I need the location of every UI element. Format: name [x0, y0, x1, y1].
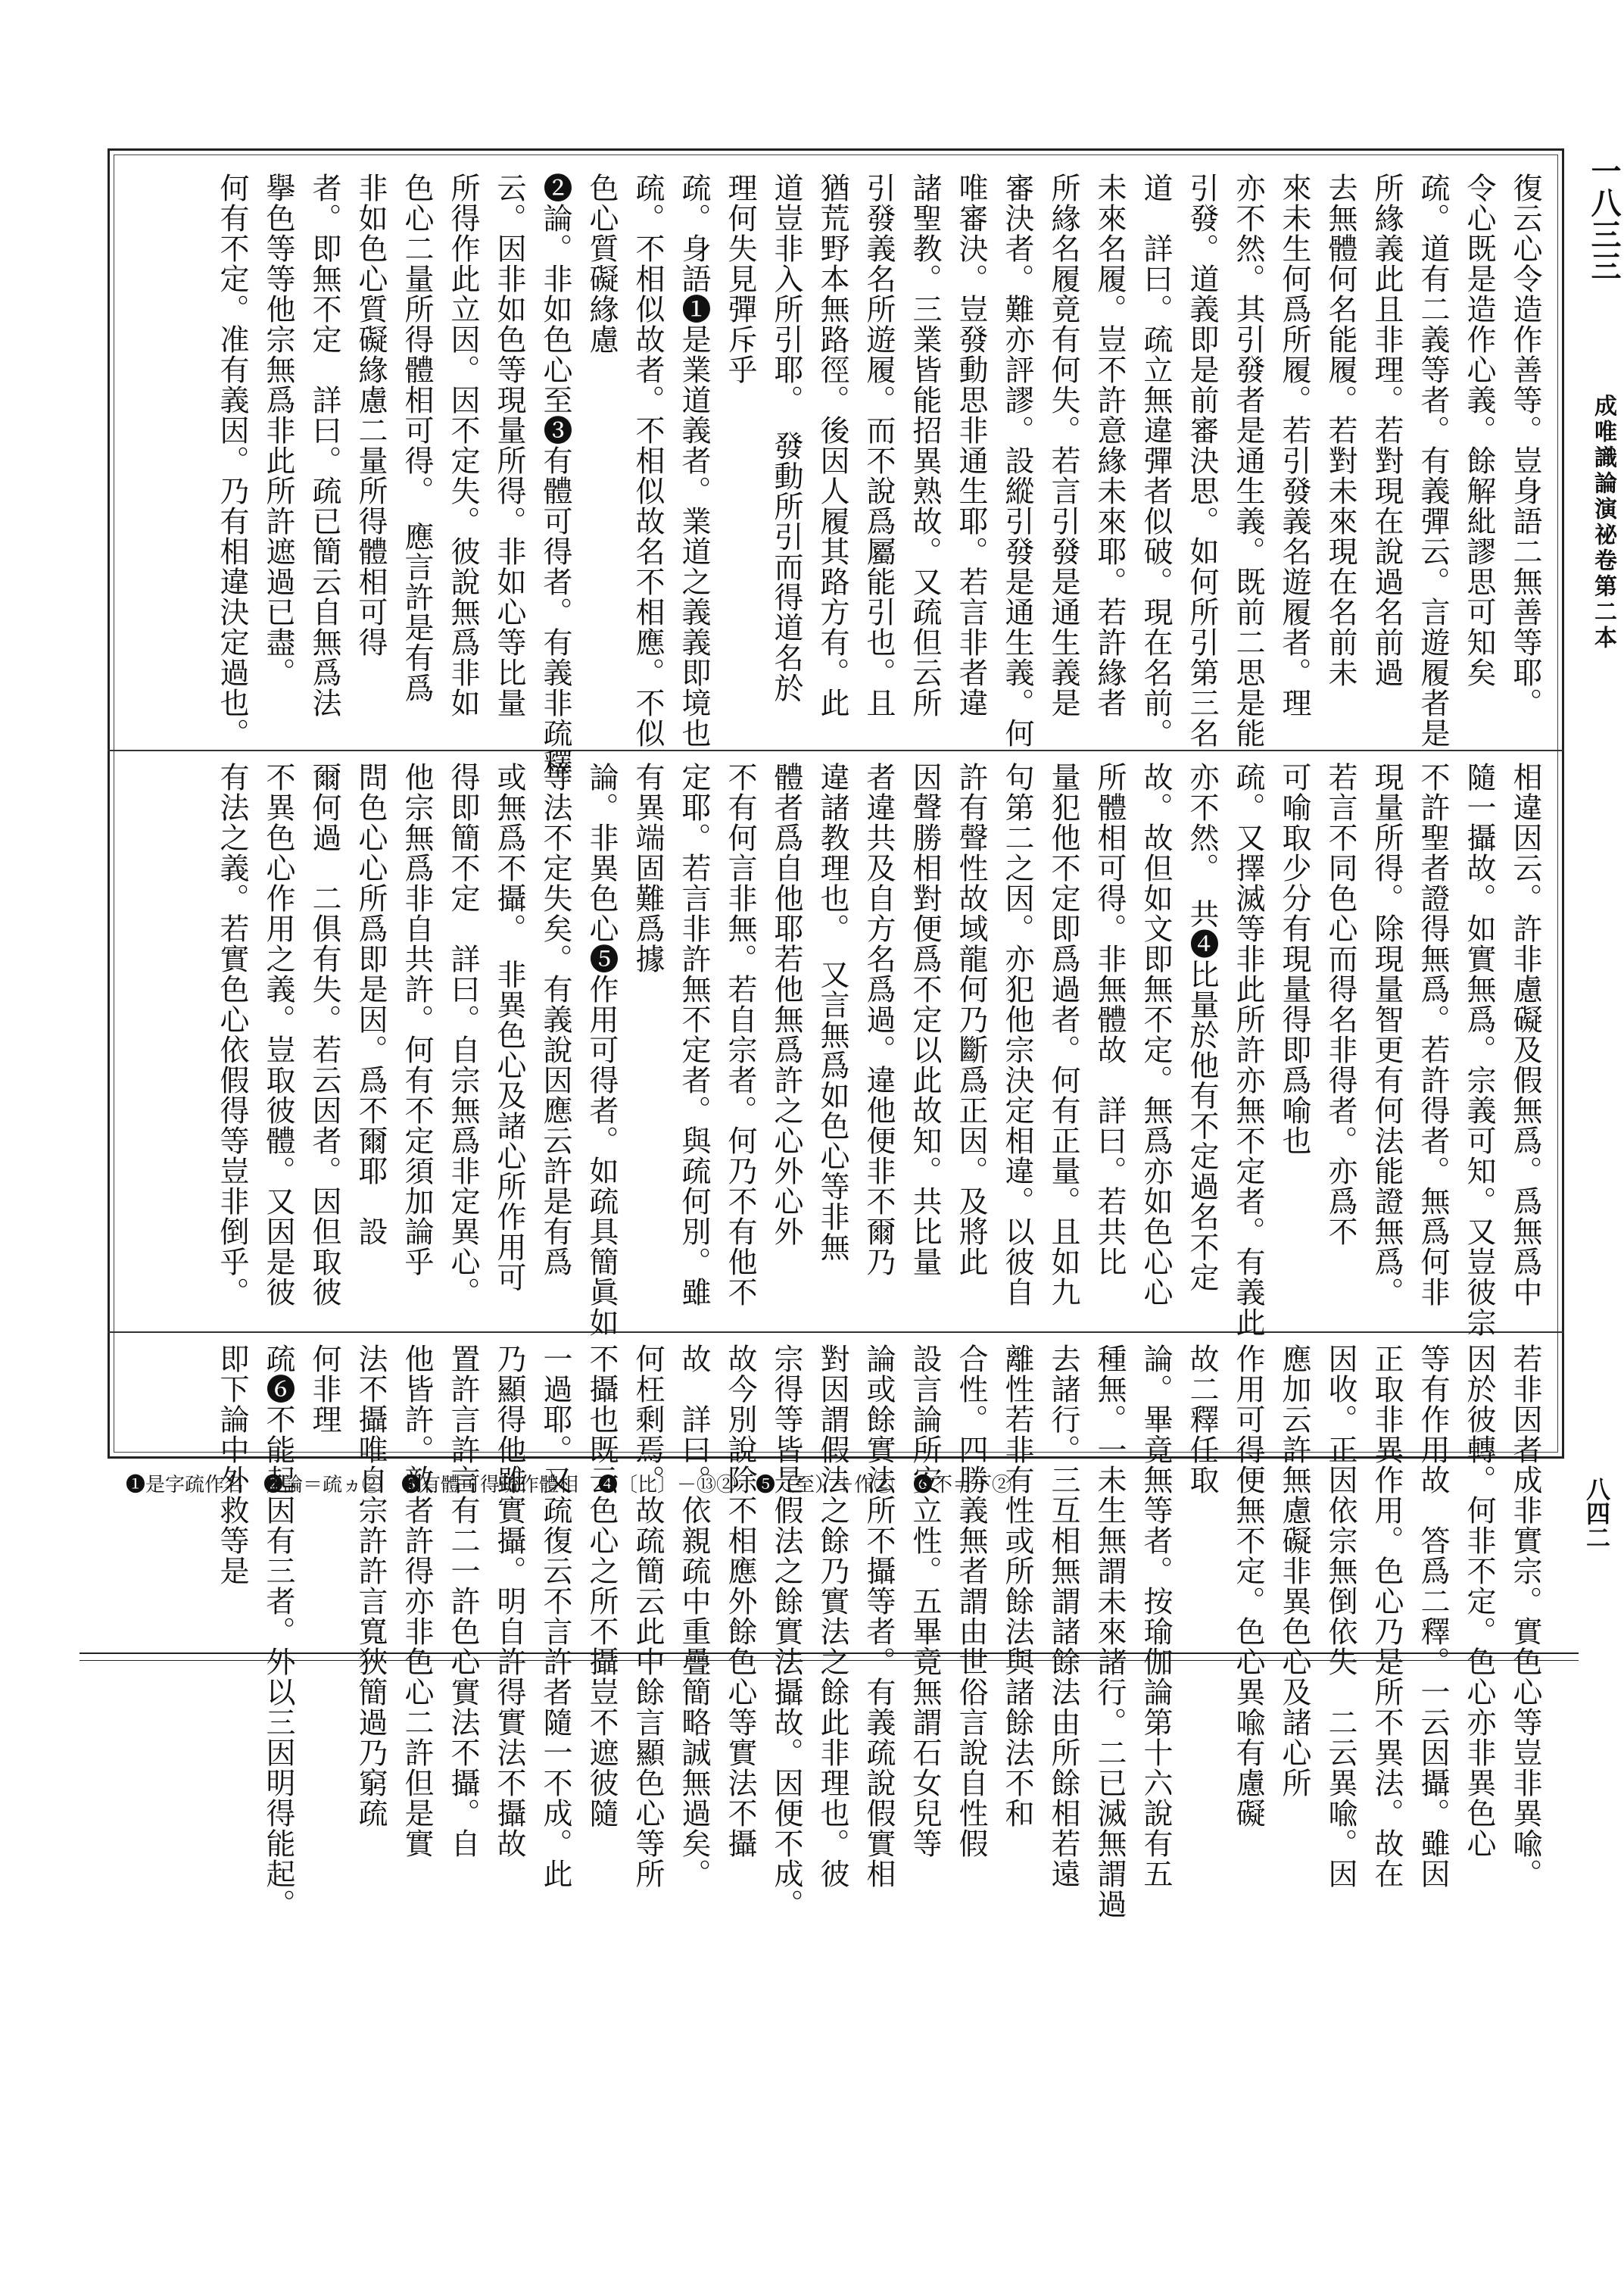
text-column: 若非因者成非實宗。實色心等豈非異喩。 — [1508, 1344, 1542, 1889]
text-column: 去諸行。三互相無謂諸餘法由所餘相若遠 — [1046, 1344, 1080, 1889]
text-column: ❷論。非如色心至❸有體可得者。有義非疏釋 — [538, 173, 572, 779]
text-column: 不攝也既云色心之所不攝豈不遮彼隨 — [584, 1344, 619, 1828]
text-column: 定耶。若言非許無不定者。與疏何別。雖 — [677, 762, 711, 1307]
text-column: 乃顯得他雖實攝。明自許得實法不攝故 — [492, 1344, 526, 1858]
text-column: 何非理 — [307, 1344, 341, 1434]
text-column: 者違共及自方名爲過。違他便非不爾乃 — [862, 762, 896, 1277]
text-column: 置許言許言有二一許色心實法不攝。自 — [446, 1344, 480, 1858]
text-column: 審決者。難亦評謬。設縱引發是通生義。何 — [1000, 173, 1034, 748]
text-column: 所緣義此且非理。若對現在說過名前過 — [1370, 173, 1404, 688]
text-column: 句第二之因。亦犯他宗決定相違。以彼自 — [1000, 762, 1034, 1307]
text-column: 因收。正因依宗無倒依失 二云異喩。因 — [1323, 1344, 1357, 1889]
text-column: 何枉剩焉。故疏簡云此中餘言顯色心等所 — [631, 1344, 665, 1889]
text-column: 有法之義。若實色心依假得等豈非倒乎。 — [215, 762, 249, 1307]
text-column: 體者爲自他耶若他無爲許之心外心外 — [769, 762, 803, 1247]
text-column: 所體相可得。非無體故 詳曰。若共比 — [1093, 762, 1127, 1277]
text-column: 道豈非入所引耶。 發動所引而得道名於 — [769, 173, 803, 704]
text-block-upper — [132, 173, 1548, 779]
text-column: 宗得等皆是假法之餘實法攝故。因便不成。 — [769, 1344, 803, 1919]
text-column: 引發。道義即是前審決思。如何所引第三名 — [1185, 173, 1219, 748]
text-block-middle — [132, 762, 1548, 1337]
text-column: 疏。又擇滅等非此所許亦無不定者。有義此 — [1231, 762, 1265, 1337]
text-column: 設言論所安立性。五畢竟無謂石女兒等 — [908, 1344, 942, 1858]
text-column: 色心質礙緣慮 — [584, 173, 619, 354]
text-column: 因於彼轉。何非不定。色心亦非異色心 — [1462, 1344, 1496, 1858]
text-column: 去無體何名能履。若對未來現在名前未 — [1323, 173, 1357, 688]
text-column: 相違因云。許非慮礙及假無爲。爲無爲中 — [1508, 762, 1542, 1307]
text-column: 唯審決。豈發動思非通生耶。若言非者違 — [954, 173, 988, 718]
text-column: 疏。道有二義等者。有義彈云。言遊履者是 — [1416, 173, 1450, 748]
text-column: 理何失見彈斥乎 — [723, 173, 757, 385]
text-column: 論。畢竟無等者。按瑜伽論第十六說有五 — [1139, 1344, 1173, 1889]
text-column: 疏❻不能起因有三者。外以三因明得能起。 — [261, 1344, 295, 1919]
text-column: 道 詳曰。疏立無違彈者似破。現在名前。 — [1139, 173, 1173, 748]
text-column: 不有何言非無。若自宗者。何乃不有他不 — [723, 762, 757, 1307]
text-column: 或無爲不攝。 非異色心及諸心所作用可 — [492, 762, 526, 1293]
bottom-rule — [79, 1653, 1579, 1654]
text-column: 離性若非有性或所餘法與諸餘法不和 — [1000, 1344, 1034, 1828]
section-divider — [108, 1331, 1564, 1333]
text-column: 法不攝唯自宗許許言寬狹簡過乃窮疏 — [354, 1344, 388, 1828]
side-page-number: 八四二 — [1582, 1477, 1611, 1550]
text-column: 擧色等等他宗無爲非此所許遮過已盡。 — [261, 173, 295, 688]
text-column: 等法不定失矣。有義說因應云許是有爲 — [538, 762, 572, 1277]
text-column: 所緣名履竟有何失。若言引發是通生義是 — [1046, 173, 1080, 718]
text-column: 許有聲性故域龍何乃斷爲正因。及將此 — [954, 762, 988, 1277]
text-column: 來未生何爲所履。若引發義名遊履者。理 — [1277, 173, 1311, 718]
text-column: 合性。四勝義無者謂由世俗言說自性假 — [954, 1344, 988, 1858]
text-column: 應加云許無慮礙非異色心及諸心所 — [1277, 1344, 1311, 1798]
text-column: 猶荒野本無路徑。後因人履其路方有。此 — [815, 173, 849, 718]
text-column: 若言不同色心而得名非得者。亦爲不 — [1323, 762, 1357, 1247]
text-column: 論。非異色心❺作用可得者。如疏具簡眞如 — [584, 762, 619, 1337]
text-column: 未來名履。豈不許意緣未來耶。若許緣者 — [1093, 173, 1127, 718]
text-column: 可喻取少分有現量得即爲喻也 — [1277, 762, 1311, 1156]
text-column: 云。因非如色等現量所得。非如心等比量 — [492, 173, 526, 718]
text-column: 隨一攝故。如實無爲。宗義可知。又豈彼宗 — [1462, 762, 1496, 1337]
text-column: 引發義名所遊履。而不說爲屬能引也。且 — [862, 173, 896, 718]
running-title: 成唯識論演祕卷第二本 — [1590, 394, 1616, 651]
text-column: 亦不然。其引發者是通生義。既前二思是能 — [1231, 173, 1265, 748]
text-column: 作用可得便無不定。色心異喩有慮礙 — [1231, 1344, 1265, 1828]
text-column: 違諸教理也。 又言無爲如色心等非無 — [815, 762, 849, 1262]
text-column: 有異端固難爲據 — [631, 762, 665, 974]
text-column: 不許聖者證得無爲。若許得者。無爲何非 — [1416, 762, 1450, 1307]
text-column: 色心二量所得體相可得。 應言許是有爲 — [400, 173, 434, 704]
text-column: 即下論中外救等是 — [215, 1344, 249, 1586]
text-column: 等有作用故 答爲二釋。一云因攝。雖因 — [1416, 1344, 1450, 1889]
text-column: 故 詳曰。依親疏中重疊簡略誠無過矣。 — [677, 1344, 711, 1889]
text-column: 種無。一未生無謂未來諸行。二已滅無謂過 — [1093, 1344, 1127, 1919]
text-column: 令心既是造作心義。餘解紕謬思可知矣 — [1462, 173, 1496, 688]
text-column: 故今別說除不相應外餘色心等實法不攝 — [723, 1344, 757, 1858]
text-column: 一過耶。又疏復云不言許者隨一不成。此 — [538, 1344, 572, 1889]
text-column: 他皆許。敵者許得亦非色心二許但是實 — [400, 1344, 434, 1858]
text-column: 故。故但如文即無不定。無爲亦如色心心 — [1139, 762, 1173, 1307]
text-column: 正取非異作用。色心乃是所不異法。故在 — [1370, 1344, 1404, 1889]
text-column: 何有不定。准有義因。乃有相違決定過也。 — [215, 173, 249, 748]
text-column: 復云心令造作善等。豈身語二無善等耶。 — [1508, 173, 1542, 718]
text-column: 現量所得。除現量智更有何法能證無爲。 — [1370, 762, 1404, 1307]
text-column: 對因謂假法之餘乃實法之餘此非理也。彼 — [815, 1344, 849, 1889]
text-column: 問色心心所爲即是因。爲不爾耶 設 — [354, 762, 388, 1247]
text-column: 因聲勝相對便爲不定以此故知。共比量 — [908, 762, 942, 1277]
text-column: 得即簡不定 詳曰。自宗無爲非定異心。 — [446, 762, 480, 1307]
text-column: 非如色心質礙緣慮二量所得體相可得 — [354, 173, 388, 657]
text-column: 疏。身語❶是業道義者。業道之義義即境也 — [677, 173, 711, 748]
page-number: 一八三三 — [1586, 155, 1622, 282]
text-column: 爾何過 二俱有失。若云因者。因但取彼 — [307, 762, 341, 1307]
text-column: 論或餘實法所不攝等者。有義疏說假實相 — [862, 1344, 896, 1889]
section-divider — [108, 750, 1564, 751]
text-column: 量犯他不定即爲過者。何有正量。且如九 — [1046, 762, 1080, 1307]
text-column: 他宗無爲非自共許。何有不定須加論乎 — [400, 762, 434, 1277]
text-column: 所得作此立因。因不定失。彼說無爲非如 — [446, 173, 480, 718]
text-column: 故二釋任取 — [1185, 1344, 1219, 1495]
text-column: 者。即無不定 詳曰。疏已簡云自無爲法 — [307, 173, 341, 718]
text-column: 不異色心作用之義。豈取彼體。又因是彼 — [261, 762, 295, 1307]
footnotes: ❶是字疏作名 ❷論＝疏ヵ② ❸有體可得疏作體相 ❹〔比〕－⑬② ❺（至）＋作② ❻不＝下② — [126, 1474, 1012, 1496]
text-column: 諸聖教。三業皆能招異熟故。又疏但云所 — [908, 173, 942, 718]
bottom-rule-thin — [79, 1660, 1579, 1661]
text-column: 疏。不相似故者。不相似故名不相應。不似 — [631, 173, 665, 748]
text-column: 亦不然。 共❹比量於他有不定過名不定 — [1185, 762, 1219, 1293]
